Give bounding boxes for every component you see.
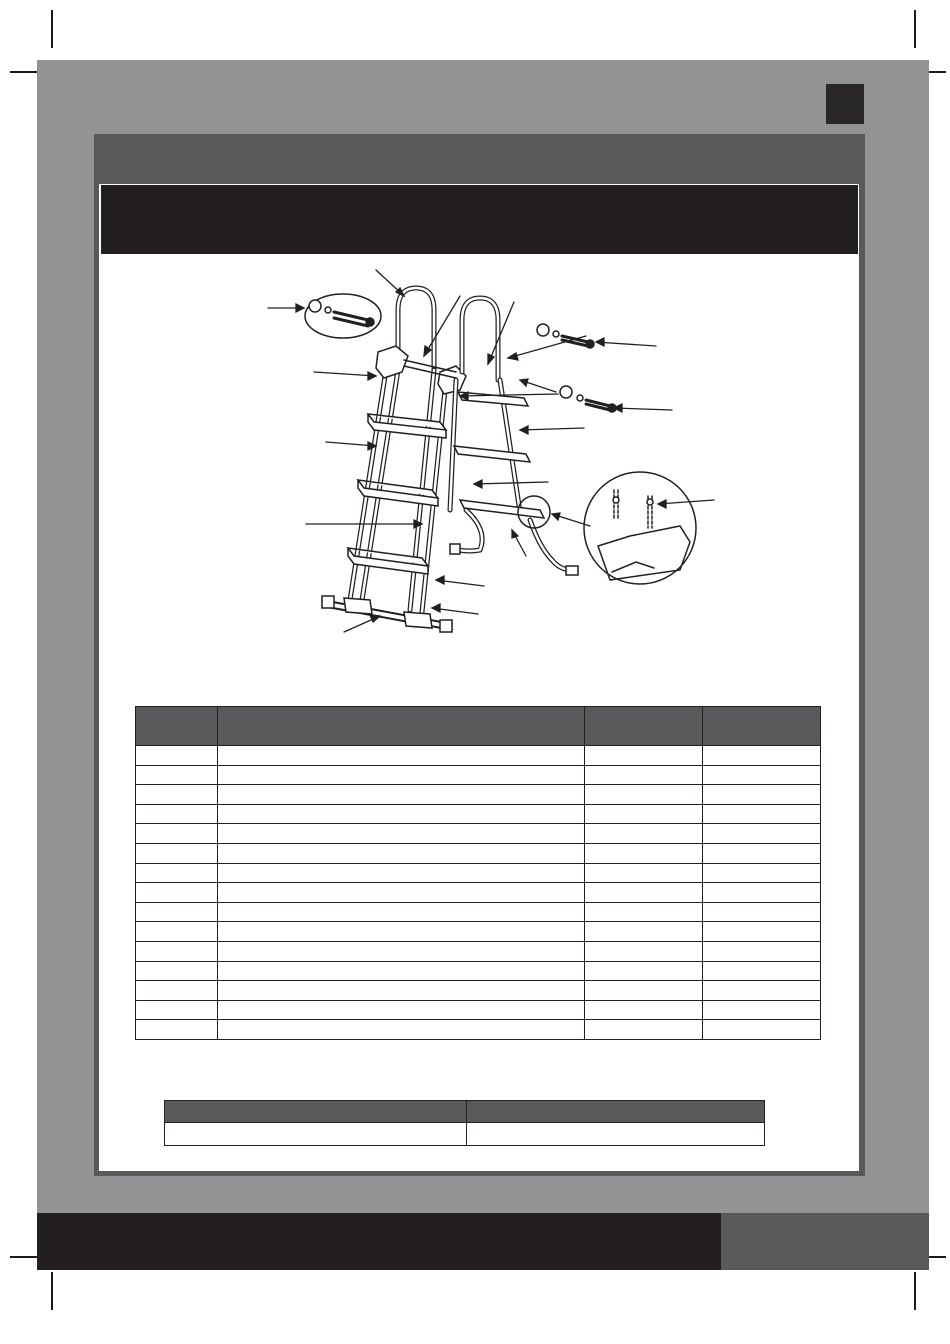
table-cell [217, 941, 584, 961]
table-cell [585, 765, 703, 785]
table-cell [136, 961, 218, 981]
table-row [165, 1123, 765, 1146]
table-cell [136, 843, 218, 863]
table-cell [585, 922, 703, 942]
table-cell [136, 863, 218, 883]
nut-icon [560, 386, 572, 398]
column-header [217, 707, 584, 746]
table-cell [217, 824, 584, 844]
nut-icon [309, 300, 321, 312]
table-cell [136, 981, 218, 1001]
table-cell [703, 804, 821, 824]
right-handrail [462, 298, 498, 380]
end-cap [566, 566, 578, 575]
top-joint-left [376, 346, 408, 378]
footer-bar [37, 1213, 721, 1270]
table-cell [136, 824, 218, 844]
table-cell [136, 922, 218, 942]
base-cap [440, 620, 452, 632]
table-cell [217, 902, 584, 922]
table-cell [703, 941, 821, 961]
table-cell [703, 922, 821, 942]
table-cell [136, 785, 218, 805]
table-cell [217, 961, 584, 981]
table-row [136, 746, 821, 766]
base-bar [322, 600, 452, 630]
table-row [136, 765, 821, 785]
table-cell [136, 902, 218, 922]
table-row [136, 941, 821, 961]
table-cell [136, 1000, 218, 1020]
base-foot [344, 598, 372, 614]
parts-list-table [135, 706, 821, 1040]
table-row [136, 804, 821, 824]
table-cell [585, 1020, 703, 1040]
spec-table [164, 1100, 765, 1146]
table-cell [585, 843, 703, 863]
column-header [467, 1101, 765, 1123]
table-cell [585, 902, 703, 922]
table-cell [585, 883, 703, 903]
table-cell [217, 746, 584, 766]
table-cell [217, 981, 584, 1001]
washer-icon [325, 307, 331, 313]
table-row [136, 922, 821, 942]
table-cell [703, 843, 821, 863]
table-cell [585, 746, 703, 766]
table-row [136, 843, 821, 863]
table-cell [703, 883, 821, 903]
table-row [136, 1020, 821, 1040]
table-cell [703, 785, 821, 805]
table-cell [136, 765, 218, 785]
table-cell [703, 1000, 821, 1020]
table-row [136, 902, 821, 922]
table-cell [585, 804, 703, 824]
table-header-row [165, 1101, 765, 1123]
table-cell [703, 981, 821, 1001]
table-cell [136, 941, 218, 961]
table-cell [585, 785, 703, 805]
table-cell [585, 981, 703, 1001]
table-cell [136, 1020, 218, 1040]
end-cap [450, 544, 460, 554]
table-header-row [136, 707, 821, 746]
table-row [136, 785, 821, 805]
table-cell [136, 746, 218, 766]
table-cell [703, 863, 821, 883]
table-cell [165, 1123, 467, 1146]
column-header [585, 707, 703, 746]
column-header [136, 707, 218, 746]
table-cell [585, 824, 703, 844]
step-right [454, 446, 530, 462]
detail-magnifier [584, 472, 696, 584]
table-cell [217, 765, 584, 785]
base-cap [322, 596, 334, 608]
table-cell [217, 843, 584, 863]
bolt-icon [586, 400, 610, 410]
table-cell [585, 1000, 703, 1020]
table-cell [136, 883, 218, 903]
footer-page-tab [721, 1213, 929, 1270]
table-cell [217, 1000, 584, 1020]
table-row [136, 961, 821, 981]
table-row [136, 863, 821, 883]
right-frame-curve [458, 510, 482, 551]
washer-icon [577, 395, 583, 401]
table-row [136, 1000, 821, 1020]
table-row [136, 883, 821, 903]
table-cell [217, 863, 584, 883]
table-cell [703, 961, 821, 981]
table-cell [703, 824, 821, 844]
table-cell [217, 922, 584, 942]
table-cell [217, 1020, 584, 1040]
table-cell [703, 746, 821, 766]
table-cell [703, 902, 821, 922]
table-cell [703, 765, 821, 785]
washer-icon [553, 331, 559, 337]
table-cell [217, 804, 584, 824]
table-cell [217, 883, 584, 903]
table-cell [585, 941, 703, 961]
base-foot [404, 612, 432, 628]
table-cell [585, 863, 703, 883]
table-row [136, 824, 821, 844]
column-header [703, 707, 821, 746]
table-cell [467, 1123, 765, 1146]
table-cell [217, 785, 584, 805]
table-cell [703, 1020, 821, 1040]
table-cell [136, 804, 218, 824]
table-row [136, 981, 821, 1001]
bolt-icon [334, 312, 368, 326]
table-cell [585, 961, 703, 981]
nut-icon [537, 324, 549, 336]
column-header [165, 1101, 467, 1123]
